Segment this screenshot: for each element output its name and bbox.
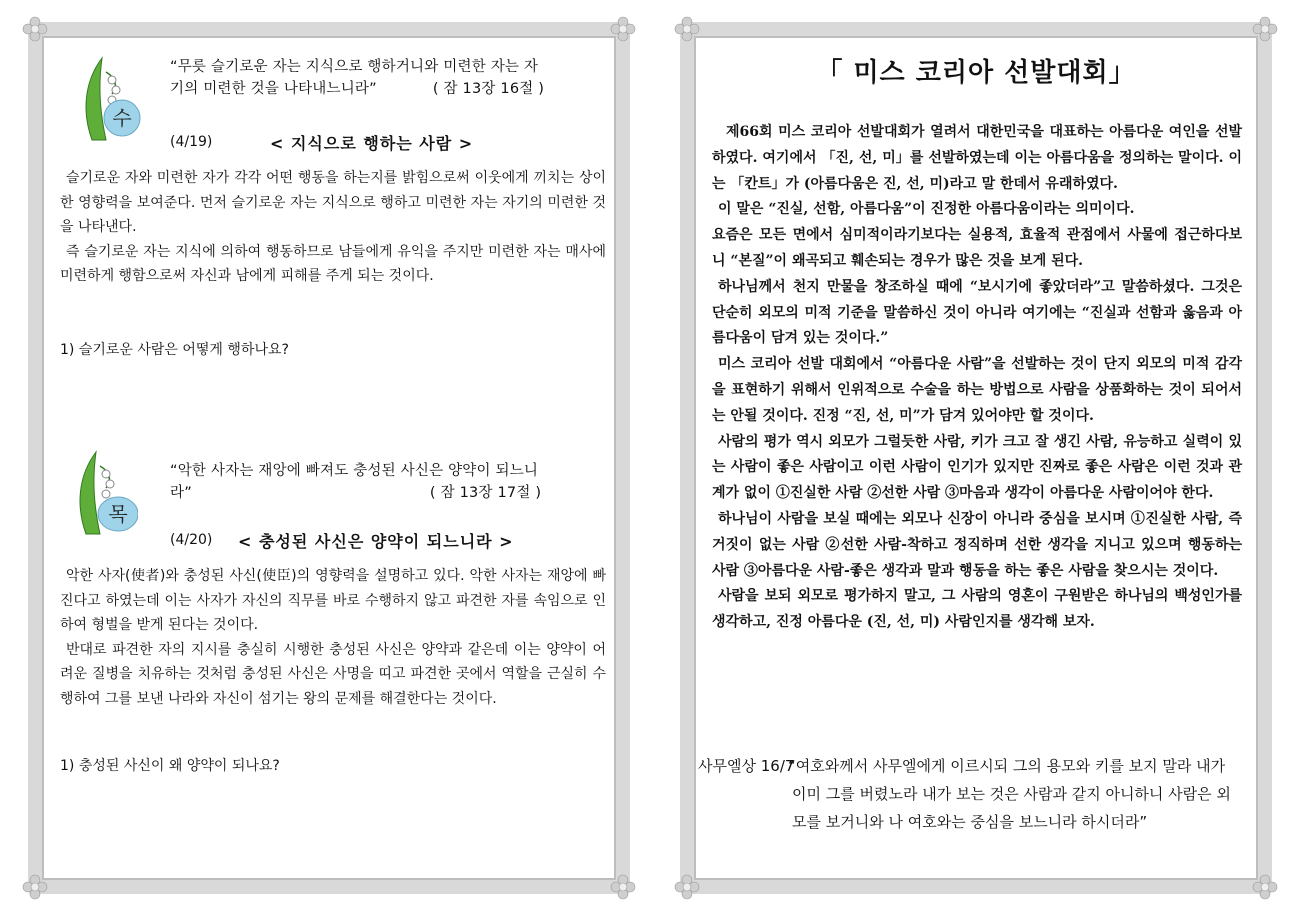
flower-ornament-icon	[1250, 14, 1280, 44]
section-body	[60, 564, 606, 711]
flower-ornament-icon	[672, 872, 702, 902]
lily-flower-icon	[72, 52, 144, 142]
paragraph: 사람을 보되 외모로 평가하지 말고, 그 사람의 영혼이 구원받은 하나님의 백성인가를 생각하고, 진정 아름다운 (진, 선, 미) 사람인지를 생각해 보자.	[712, 588, 1242, 631]
paragraph: 슬기로운 자와 미련한 자가 각각 어떤 행동을 하는지를 밝힘으로써 이웃에게 끼치는 상이한 영향력을 보여준다. 먼저 슬기로운 자는 지식으로 행하고 미련한 자는 자기의 미련한 것을 나타낸다.	[60, 170, 606, 235]
day-label: 수	[112, 106, 132, 130]
closing-verse	[698, 752, 1242, 836]
paragraph: 즉 슬기로운 자는 지식에 의하여 행동하므로 남들에게 유익을 주지만 미련한 자는 매사에 미련하게 행함으로써 자신과 남에게 피해를 주게 되는 것이다.	[60, 243, 606, 284]
scripture-quote	[170, 460, 610, 504]
verse-reference: 사무엘상 16/7	[698, 757, 795, 775]
left-page	[28, 22, 630, 894]
section-body	[60, 166, 606, 289]
date-label: (4/19)	[170, 134, 213, 150]
verse-text: “여호와께서 사무엘에게 이르시되 그의 용모와 키를 보지 말라 내가 이미 그를 버렸노라 내가 보는 것은 사람과 같지 아니하니 사람은 외모를 보거니와 나 여호와는 중심을 보느니라 하시더라”	[788, 757, 1231, 831]
paragraph: 요즘은 모든 면에서 심미적이라기보다는 실용적, 효율적 관점에서 사물에 접근하다보니 “본질”이 왜곡되고 훼손되는 경우가 많은 것을 보게 된다.	[712, 227, 1242, 269]
scripture-reference: ( 잠 13장 17절 )	[429, 485, 542, 501]
quote-line: “무릇 슬기로운 자는 지식으로 행하거니와 미련한 자는 자	[170, 59, 539, 75]
section-heading: < 충성된 사신은 양약이 되느니라 >	[238, 532, 514, 551]
question-text: 1) 충성된 사신이 왜 양약이 되나요?	[60, 758, 280, 774]
right-page	[680, 22, 1272, 894]
flower-ornament-icon	[672, 14, 702, 44]
flower-ornament-icon	[1250, 872, 1280, 902]
paragraph: 제66회 미스 코리아 선발대회가 열려서 대한민국을 대표하는 아름다운 여인을 선발하였다. 여기에서 「진, 선, 미」를 선발하였는데 이는 아름다움을 정의하는 말이다. 이는 「칸트」가 (아름다움은 진, 선, 미)라고 말 한데서 유래하였다.	[712, 124, 1242, 192]
paragraph: 악한 사자(使者)와 충성된 사신(使臣)의 영향력을 설명하고 있다. 악한 사자는 재앙에 빠진다고 하였는데 이는 사자가 자신의 직무를 바로 수행하지 않고 파견한 자를 속임으로 인하여 형벌을 받게 된다는 것이다.	[60, 568, 606, 633]
paragraph: 사람의 평가 역시 외모가 그럴듯한 사람, 키가 크고 잘 생긴 사람, 유능하고 실력이 있는 사람이 좋은 사람이고 이런 사람이 인기가 있지만 진짜로 좋은 사람은 이런 것과 관계가 없이 ①진실한 사람 ②선한 사람 ③마음과 생각이 아름다운 사람이어야 한다.	[712, 433, 1242, 502]
paragraph: 미스 코리아 선발 대회에서 “아름다운 사람”을 선발하는 것이 단지 외모의 미적 감각을 표현하기 위해서 인위적으로 수술을 하는 방법으로 사람을 상품화하는 것이 되어서는 안될 것이다. 진정 “진, 선, 미”가 담겨 있어야만 할 것이다.	[712, 356, 1242, 424]
quote-line: “악한 사자는 재앙에 빠져도 충성된 사신은 양약이 되느니	[170, 463, 539, 479]
page-title: 「 미스 코리아 선발대회」	[816, 58, 1136, 88]
flower-ornament-icon	[20, 872, 50, 902]
paragraph: 하나님이 사람을 보실 때에는 외모나 신장이 아니라 중심을 보시며 ①진실한 사람, 즉 거짓이 없는 사람 ②선한 사람-착하고 정직하며 선한 생각을 지니고 있으며 행동하는 사람 ③아름다운 사람-좋은 생각과 말과 행동을 하는 좋은 사람을 찾으시는 것이다.	[712, 510, 1242, 579]
scripture-quote	[170, 56, 610, 100]
paragraph: 반대로 파견한 자의 지시를 충실히 시행한 충성된 사신은 양약과 같은데 이는 양약이 어려운 질병을 치유하는 것처럼 충성된 사신은 사명을 띠고 파견한 곳에서 역할을 근실히 수행하여 그를 보낸 나라와 자신이 섬기는 왕의 문제를 해결한다는 것이다.	[60, 641, 606, 707]
section-heading: < 지식으로 행하는 사람 >	[270, 134, 474, 153]
flower-ornament-icon	[20, 14, 50, 44]
date-label: (4/20)	[170, 532, 213, 548]
scripture-reference: ( 잠 13장 16절 )	[432, 81, 545, 97]
paragraph: 이 말은 “진실, 선함, 아름다움”이 진정한 아름다움이라는 의미이다.	[718, 201, 1135, 218]
quote-line: 라” ( 잠 13장 17절 )	[170, 485, 542, 501]
flower-ornament-icon	[608, 872, 638, 902]
day-label: 목	[108, 502, 128, 526]
question-text: 1) 슬기로운 사람은 어떻게 행하나요?	[60, 342, 289, 358]
lily-flower-icon	[66, 446, 138, 536]
flower-ornament-icon	[608, 14, 638, 44]
article-body	[712, 120, 1242, 636]
paragraph: 하나님께서 천지 만물을 창조하실 때에 “보시기에 좋았더라”고 말씀하셨다. 그것은 단순히 외모의 미적 기준을 말씀하신 것이 아니라 여기에는 “진실과 선함과 옳음과 아름다움이 담겨 있는 것이다.”	[712, 278, 1242, 347]
quote-line: 기의 미련한 것을 나타내느니라” ( 잠 13장 16절 )	[170, 81, 545, 97]
